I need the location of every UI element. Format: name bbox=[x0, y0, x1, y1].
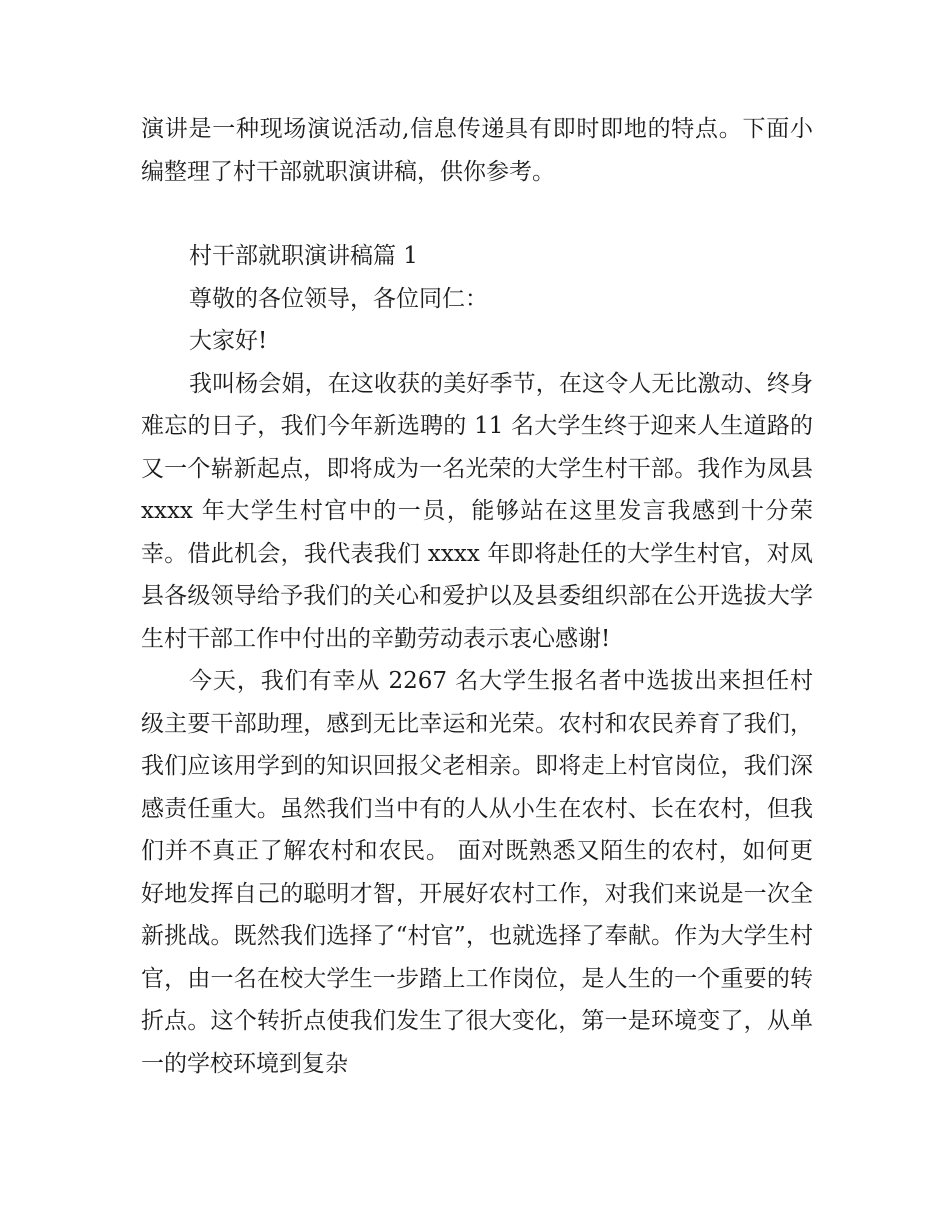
document-body bbox=[141, 108, 813, 1085]
greeting: 大家好! bbox=[189, 328, 268, 354]
intro-paragraph: 演讲是一种现场演说活动,信息传递具有即时即地的特点。下面小编整理了村干部就职演讲稿，供你参考。 bbox=[141, 116, 813, 185]
salutation: 尊敬的各位领导，各位同仁： bbox=[189, 285, 488, 312]
body-paragraph-1: 我叫杨会娟，在这收获的美好季节，在这令人无比激动、终身难忘的日子，我们今年新选聘的 11 名大学生终于迎来人生道路的又一个崭新起点，即将成为一名光荣的大学生村干部。我作为凤县 xxxx 年大学生村官中的一员，能够站在这里发言我感到十分荣幸。借此机会，我代表我们 xxxx 年即将赴任的大学生村官，对凤县各级领导给予我们的关心和爱护以及县委组织部在公开选拔大学生村干部工作中付出的辛勤劳动表示衷心感谢! bbox=[141, 370, 813, 652]
body-paragraph-2: 今天，我们有幸从 2267 名大学生报名者中选拔出来担任村级主要干部助理，感到无比幸运和光荣。农村和农民养育了我们，我们应该用学到的知识回报父老相亲。即将走上村官岗位，我们深感责任重大。虽然我们当中有的人从小生在农村、长在农村，但我们并不真正了解农村和农民。 面对既熟悉又陌生的农村，如何更好地发挥自己的聪明才智，开展好农村工作，对我们来说是一次全新挑战。既然我们选择了“村官”，也就选择了奉献。作为大学生村官，由一名在校大学生一步踏上工作岗位，是人生的一个重要的转折点。这个转折点使我们发生了很大变化，第一是环境变了，从单一的学校环境到复杂 bbox=[141, 668, 813, 1077]
speech-heading: 村干部就职演讲稿篇 1 bbox=[189, 243, 418, 269]
